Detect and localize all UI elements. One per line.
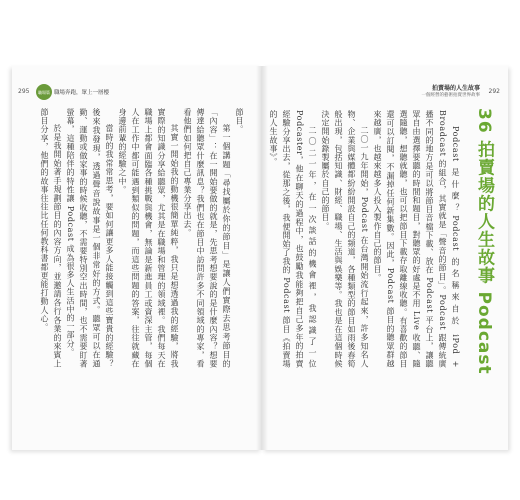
- left-page-number: 295: [18, 88, 30, 95]
- chapter-heading: [475, 108, 492, 375]
- paragraph: 當時的我常常思考，要如何讓更多人能接觸到這些寶貴的經驗？後來我發現，透過聲音說故事是一個非常好的方式。聽眾可以在通勤、運動或做家事的時候收聽，不需要特別空出時間，也不需要盯著螢幕，這種陪伴的特性讓 Podcast 成為很多人生活中的一部分。: [66, 108, 114, 368]
- chapter-number: 36: [474, 108, 494, 134]
- right-running-title: 拍賣場的人生故事: [431, 85, 480, 92]
- paragraph: 第一個講題「尋找屬於你的節目」是讓人們實際去思考節目的「內容」：在一開始要做的就是，先思考想要說的是什麼內容？想要傳達給聽眾什麼訊息？我們也在節目中訪問許多不同領域的專家，看看他們如何把自己專業分享出去。: [183, 108, 231, 368]
- paragraph: 二〇二一年，在一次談話的機會裡，我認識了一位 Podcaster，他在聊天的過程中，也鼓勵我能夠把自己多年的拍賣經驗分享出去，從那之後，我便開始了我的 Podcast 節目《拍賣場的人生故事》。: [269, 110, 317, 368]
- paragraph: 節目。: [235, 108, 244, 134]
- chapter-title: 拍賣場的人生故事 Podcast: [474, 140, 494, 375]
- right-running-subtitle: 一個經營的藝術拍賣世界故事: [421, 93, 480, 98]
- left-running-title: 職場奔跑，眾上一層樓: [54, 90, 110, 96]
- right-body-text: [269, 110, 462, 369]
- paragraph: 二〇一九年開始，Podcast 在台灣開始流行起來，許多知名人物、企業與媒體都紛紛開設自己的頻道，各種類型的節目如雨後春筍般出現，包括知識、財經、職場、生活與娛樂等。我也是在這個時候決定開始錄製屬於自己的節目。: [321, 110, 369, 368]
- section-badge: 職場篇: [36, 84, 52, 100]
- left-body-text: [24, 108, 246, 368]
- paragraph: Podcast 是什麼？Podcast 的名稱來自於 iPod + Broadcast 的組合，其實就是「聲音的節目」。Podcast 跟傳統廣播不同的地方是可以將節目音檔下載、放在 Podcast 平台上，讓聽眾自由選擇要聽的時間和題目，對聽眾的好處是不用 Live 收聽、隨選隨聽，想聽就聽，也可以把節目下載存取離線收聽。有喜歡的節目還可以訂閱，不漏掉任何新集數。因此，Podcast 節目的聽眾群越來越廣，也越來越多人投入製作自己的節目。: [373, 110, 460, 369]
- paragraph: 其實一開始我的動機很簡單純粹，我只是想透過我的經驗，將我實際的知識分享給聽眾，尤其是在職場和管理的領域裡。我們每天在職場上都會面臨各種挑戰與機會，無論是新進員工或資深主管，每個人在工作中都可能遇到類似的問題，而這些問題的答案，往往就藏在身邊前輩的經驗之中。: [118, 108, 179, 368]
- right-page-number: 292: [488, 88, 500, 95]
- paragraph: 於是我開始著手規劃節目的內容方向，並邀請各行各業的來賓上節目分享，他們的故事往往比任何教科書都更能打動人心。: [40, 108, 62, 368]
